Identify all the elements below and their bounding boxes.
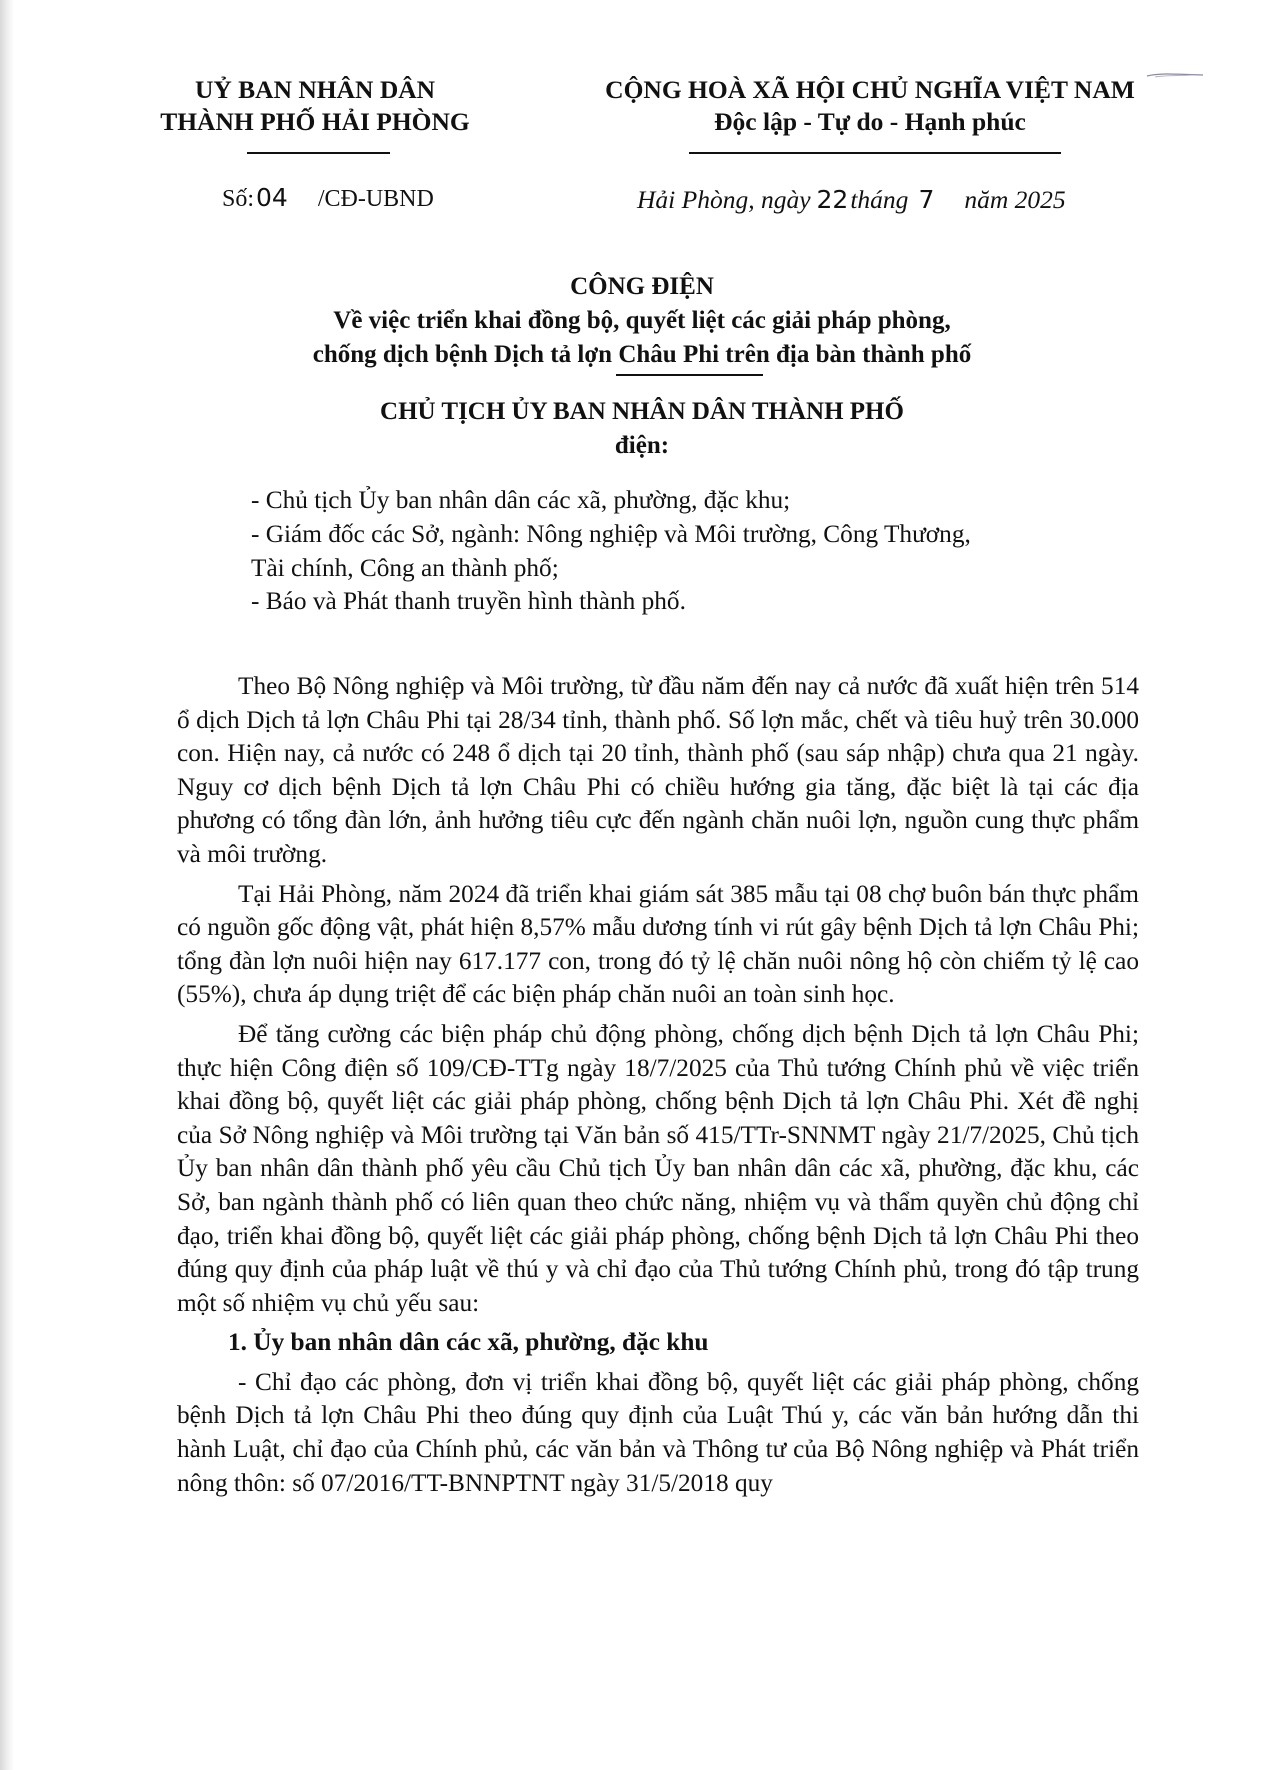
sender-line-1: CHỦ TỊCH ỦY BAN NHÂN DÂN THÀNH PHỐ [380,398,904,425]
date-month: 7 [918,185,935,214]
date-place: Hải Phòng, ngày [637,185,811,214]
recipient-line: - Giám đốc các Sở, ngành: Nông nghiệp và Môi trường, Công Thương, [251,519,971,548]
document-type: CÔNG ĐIỆN [570,273,714,300]
date-line [637,185,1066,215]
subject-line-2: chống dịch bệnh Dịch tả lợn Châu Phi trên địa bàn thành phố [312,341,972,368]
issuing-authority [150,74,480,138]
subject-line-1: Về việc triển khai đồng bộ, quyết liệt các giải pháp phòng, [333,307,951,334]
body-paragraph: Để tăng cường các biện pháp chủ động phòng, chống dịch bệnh Dịch tả lợn Châu Phi; thực hiện Công điện số 109/CĐ-TTg ngày 18/7/2025 của Thủ tướng Chính phủ về việc triển khai đồng bộ, quyết liệt các giải pháp phòng, chống bệnh Dịch tả lợn Châu Phi. Xét đề nghị của Sở Nông nghiệp và Môi trường tại Văn bản số 415/TTr-SNNMT ngày 21/7/2025, Chủ tịch Ủy ban nhân dân thành phố yêu cầu Chủ tịch Ủy ban nhân dân các xã, phường, đặc khu, các Sở, ban ngành thành phố có liên quan theo chức năng, nhiệm vụ và thẩm quyền chủ động chỉ đạo, triển khai đồng bộ, quyết liệt các giải pháp phòng, chống bệnh Dịch tả lợn Châu Phi theo đúng quy định của pháp luật về thú y và chỉ đạo của Thủ tướng Chính phủ, trong đó tập trung một số nhiệm vụ chủ yếu sau: [177,1019,1139,1317]
recipient-line: Tài chính, Công an thành phố; [251,553,559,582]
recipient-line: - Chủ tịch Ủy ban nhân dân các xã, phường, đặc khu; [251,486,791,514]
section-paragraph: - Chỉ đạo các phòng, đơn vị triển khai đồng bộ, quyết liệt các giải pháp phòng, chống bệnh Dịch tả lợn Châu Phi theo đúng quy định của Luật Thú y, các văn bản hướng dẫn thi hành Luật, chỉ đạo của Chính phủ, các văn bản và Thông tư của Bộ Nông nghiệp và Phát triển nông thôn: số 07/2016/TT-BNNPTNT ngày 31/5/2018 quy [177,1367,1139,1497]
motto-underline [689,152,1061,154]
sender [150,395,1134,463]
date-year: năm 2025 [964,185,1066,214]
document-number-prefix: Số: [222,186,255,212]
country-name: CỘNG HOÀ XÃ HỘI CHỦ NGHĨA VIỆT NAM [605,75,1135,104]
page-edge-shadow [0,0,14,1770]
document-title [150,270,1134,372]
date-day: 22 [816,185,849,214]
national-motto [570,74,1170,138]
recipient-list [251,484,1111,619]
date-month-label: tháng [850,185,909,214]
sender-line-2: điện: [614,432,670,459]
motto: Độc lập - Tự do - Hạnh phúc [714,107,1026,136]
body-paragraph: Tại Hải Phòng, năm 2024 đã triển khai giám sát 385 mẫu tại 08 chợ buôn bán thực phẩm có nguồn gốc động vật, phát hiện 8,57% mẫu dương tính vi rút gây bệnh Dịch tả lợn Châu Phi; tổng đàn lợn nuôi hiện nay 617.177 con, trong đó tỷ lệ chăn nuôi nông hộ còn chiếm tỷ lệ cao (55%), chưa áp dụng triệt để các biện pháp chăn nuôi an toàn sinh học. [177,879,1139,1009]
document-number [222,183,434,213]
issuing-authority-underline [247,152,390,154]
document-body [177,670,1139,1506]
body-paragraph: Theo Bộ Nông nghiệp và Môi trường, từ đầu năm đến nay cả nước đã xuất hiện trên 514 ổ dịch Dịch tả lợn Châu Phi tại 28/34 tỉnh, thành phố. Số lợn mắc, chết và tiêu huỷ trên 30.000 con. Hiện nay, cả nước có 248 ổ dịch tại 20 tỉnh, thành phố (sau sáp nhập) chưa qua 21 ngày. Nguy cơ dịch bệnh Dịch tả lợn Châu Phi có chiều hướng gia tăng, đặc biệt là tại các địa phương có tổng đàn lớn, ảnh hưởng tiêu cực đến ngành chăn nuôi lợn, nguồn cung thực phẩm và môi trường. [177,672,1139,868]
issuing-authority-line1: UỶ BAN NHÂN DÂN [194,75,436,104]
document-number-value: 04 [256,183,288,212]
section-heading: 1. Ủy ban nhân dân các xã, phường, đặc khu [228,1328,709,1357]
document-number-suffix: /CĐ-UBND [317,186,434,212]
title-underline [616,374,763,376]
issuing-authority-line2: THÀNH PHỐ HẢI PHÒNG [160,107,470,136]
recipient-line: - Báo và Phát thanh truyền hình thành phố. [251,587,686,616]
